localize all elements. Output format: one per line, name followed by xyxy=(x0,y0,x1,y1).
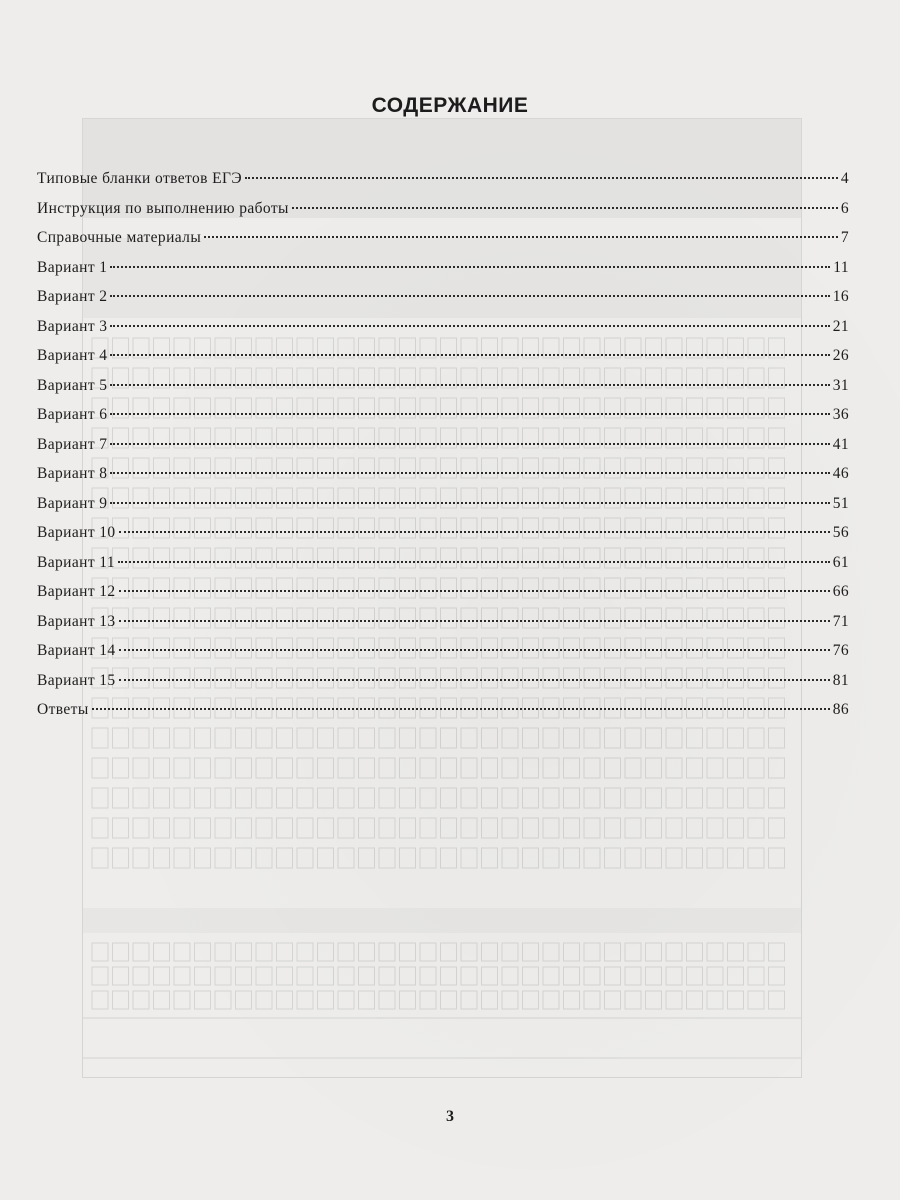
page-title: СОДЕРЖАНИЕ xyxy=(371,94,529,117)
toc-entry-label: Вариант 3 xyxy=(37,317,108,335)
toc-entry-page: 31 xyxy=(832,376,849,394)
dot-leader xyxy=(92,708,830,710)
toc-entry xyxy=(37,666,849,696)
toc-entry-label: Вариант 6 xyxy=(37,406,108,423)
dot-leader xyxy=(119,590,830,592)
dot-leader xyxy=(292,207,838,209)
toc-entry xyxy=(37,636,849,666)
toc-entry-label: Ответы xyxy=(37,701,89,718)
toc-entry xyxy=(37,695,849,725)
toc-entry-label: Вариант 8 xyxy=(37,465,108,482)
toc-entry-label: Вариант 2 xyxy=(37,288,108,305)
toc-entry xyxy=(37,518,849,548)
toc-entry-page: 86 xyxy=(832,701,849,718)
dot-leader xyxy=(110,354,829,356)
toc-entry-page: 56 xyxy=(832,524,849,541)
toc-entry xyxy=(37,459,849,489)
toc-entry xyxy=(37,430,849,460)
toc-entry xyxy=(37,577,849,607)
toc-entry-page: 76 xyxy=(832,642,849,659)
toc-entry-label: Инструкция по выполнению работы xyxy=(37,199,289,217)
toc-entry-label: Вариант 9 xyxy=(37,494,108,512)
toc-entry-label: Вариант 10 xyxy=(37,524,116,541)
toc-entry-page: 71 xyxy=(832,612,849,630)
table-of-contents xyxy=(37,164,849,725)
dot-leader xyxy=(119,531,830,533)
toc-entry-page: 36 xyxy=(832,406,849,423)
toc-entry xyxy=(37,282,849,312)
toc-entry xyxy=(37,253,849,283)
toc-entry-page: 41 xyxy=(832,435,849,453)
dot-leader xyxy=(110,325,829,327)
toc-entry-label: Вариант 1 xyxy=(37,258,108,276)
dot-leader xyxy=(245,177,838,179)
dot-leader xyxy=(110,502,829,504)
dot-leader xyxy=(110,413,829,415)
dot-leader xyxy=(110,472,829,474)
toc-entry-page: 46 xyxy=(832,465,849,482)
toc-entry-page: 51 xyxy=(832,494,849,512)
toc-entry-page: 66 xyxy=(832,583,849,600)
toc-entry xyxy=(37,400,849,430)
dot-leader xyxy=(119,649,830,651)
dot-leader xyxy=(110,443,829,445)
toc-entry-page: 21 xyxy=(832,317,849,335)
toc-entry-label: Вариант 13 xyxy=(37,612,116,630)
dot-leader xyxy=(110,384,829,386)
toc-entry-page: 16 xyxy=(832,288,849,305)
toc-entry-label: Вариант 11 xyxy=(37,553,116,571)
dot-leader xyxy=(119,679,830,681)
toc-entry-label: Вариант 4 xyxy=(37,347,108,364)
toc-entry-label: Вариант 14 xyxy=(37,642,116,659)
toc-entry-page: 6 xyxy=(840,199,849,217)
toc-entry-page: 26 xyxy=(832,347,849,364)
toc-entry-page: 7 xyxy=(840,229,849,246)
toc-entry xyxy=(37,607,849,637)
page-number: 3 xyxy=(446,1108,454,1125)
dot-leader xyxy=(204,236,838,238)
toc-entry-page: 4 xyxy=(840,170,849,187)
toc-entry xyxy=(37,341,849,371)
toc-entry xyxy=(37,223,849,253)
toc-entry-page: 81 xyxy=(832,671,849,689)
toc-entry-label: Типовые бланки ответов ЕГЭ xyxy=(37,170,243,187)
dot-leader xyxy=(110,295,829,297)
toc-entry xyxy=(37,489,849,519)
dot-leader xyxy=(110,266,830,268)
toc-entry-label: Вариант 7 xyxy=(37,435,108,453)
toc-entry-label: Вариант 15 xyxy=(37,671,116,689)
toc-entry xyxy=(37,371,849,401)
dot-leader xyxy=(119,620,830,622)
toc-entry xyxy=(37,548,849,578)
toc-entry-page: 11 xyxy=(833,258,849,276)
toc-entry-page: 61 xyxy=(832,553,849,571)
toc-entry-label: Справочные материалы xyxy=(37,229,202,246)
toc-entry-label: Вариант 12 xyxy=(37,583,116,600)
toc-entry-label: Вариант 5 xyxy=(37,376,108,394)
toc-entry xyxy=(37,164,849,194)
dot-leader xyxy=(118,561,830,563)
toc-entry xyxy=(37,194,849,224)
toc-entry xyxy=(37,312,849,342)
